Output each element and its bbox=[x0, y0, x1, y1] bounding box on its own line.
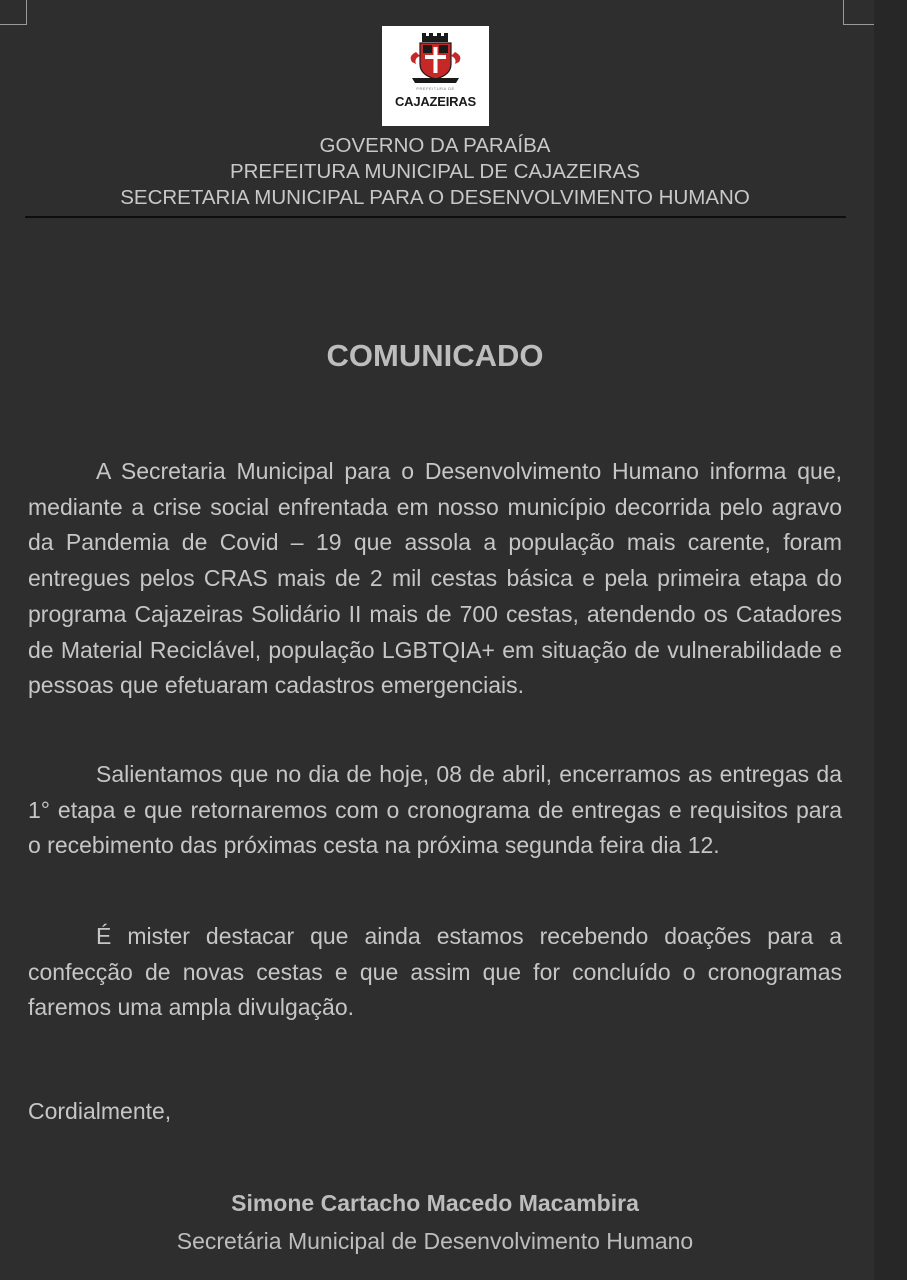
body-paragraph-2: Salientamos que no dia de hoje, 08 de abril, encerramos as entregas da 1° etapa e que retornaremos com o cronograma de entregas e requisitos para o recebimento das próximas cesta na próxima segunda feira dia 12. bbox=[28, 761, 842, 859]
header-secretariat: SECRETARIA MUNICIPAL PARA O DESENVOLVIMENTO HUMANO bbox=[120, 186, 750, 209]
closing-salutation: Cordialmente, bbox=[28, 1098, 172, 1124]
logo-text: CAJAZEIRAS bbox=[394, 94, 477, 109]
coat-of-arms-logo bbox=[382, 26, 489, 126]
viewer-side-strip bbox=[874, 0, 907, 1280]
body-paragraph-1: A Secretaria Municipal para o Desenvolvimento Humano informa que, mediante a crise social enfrentada em nosso município decorrida pelo agravo da Pandemia de Covid – 19 que assola a população mais carente, foram entregues pelos CRAS mais de 2 mil cestas básica e pela primeira etapa do programa Cajazeiras Solidário II mais de 700 cestas, atendendo os Catadores de Material Reciclável, população LGBTQIA+ em situação de vulnerabilidade e pessoas que efetuaram cadastros emergenciais. bbox=[28, 458, 842, 699]
signatory-name: Simone Cartacho Macedo Macambira bbox=[231, 1190, 639, 1216]
crop-mark-top-right bbox=[843, 0, 874, 25]
header-prefecture: PREFEITURA MUNICIPAL DE CAJAZEIRAS bbox=[229, 160, 641, 183]
signatory-role: Secretária Municipal de Desenvolvimento Humano bbox=[176, 1228, 694, 1254]
header-government: GOVERNO DA PARAÍBA bbox=[319, 134, 551, 157]
body-paragraph-3: É mister destacar que ainda estamos recebendo doações para a confecção de novas cestas e que assim que for concluído o cronogramas faremos uma ampla divulgação. bbox=[28, 923, 842, 1021]
coat-of-arms-icon bbox=[382, 26, 489, 88]
header-divider bbox=[25, 216, 846, 218]
document-title: COMUNICADO bbox=[326, 338, 544, 373]
crop-mark-top-left bbox=[0, 0, 27, 25]
logo-subtext: PREFEITURA DE bbox=[416, 86, 455, 91]
